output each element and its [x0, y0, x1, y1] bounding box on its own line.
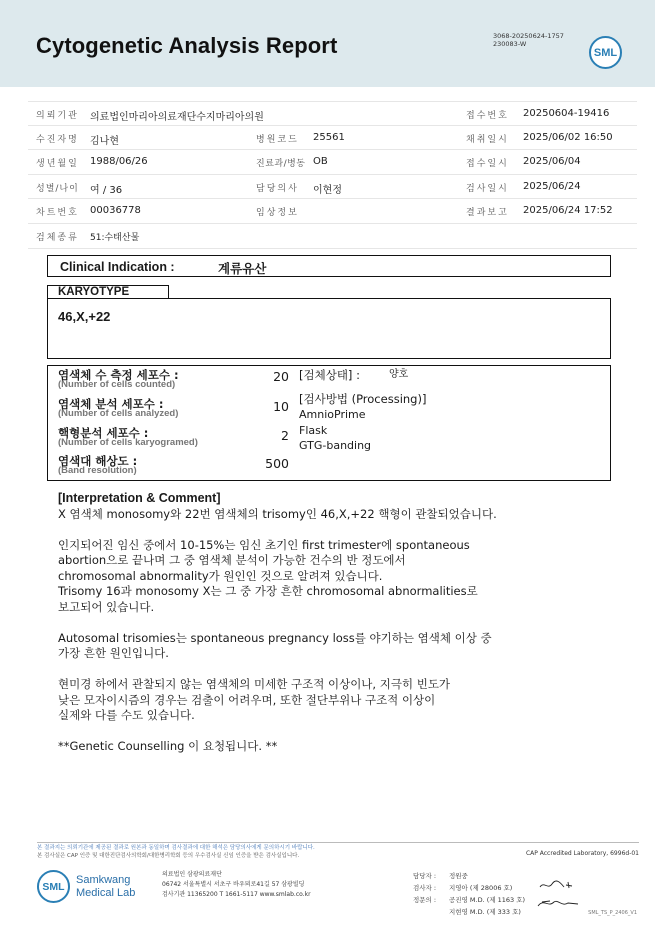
band-resolution-label: 염색대 해상도 :	[58, 454, 138, 468]
staff-label: 담당자 :	[413, 872, 437, 880]
clinical-indication-box	[47, 255, 611, 277]
info-value: 이현정	[313, 184, 342, 196]
info-value: 51:수태산물	[90, 232, 140, 243]
info-value: 의료법인마리아의료재단수지마리아의원	[90, 112, 264, 123]
lab-address	[162, 870, 311, 900]
comment-line: **Genetic Counselling 이 요청됩니다. **	[58, 739, 278, 753]
info-label: 생년월일	[36, 159, 79, 170]
info-label: 수진자명	[36, 134, 79, 145]
comment-line: chromosomal abnormality가 원인인 것으로 알려져 있습니다.	[58, 568, 383, 583]
staff-value: 공진영 M.D. (제 1163 호)	[449, 896, 526, 904]
cells-karyogramed-label: 핵형분석 세포수 :	[58, 426, 149, 440]
info-row	[28, 224, 637, 249]
info-label: 접수일시	[466, 159, 509, 170]
info-value: 25561	[313, 131, 345, 143]
paragraph-gap	[58, 615, 598, 631]
document-code	[493, 32, 564, 48]
sml-footer-logo	[37, 870, 70, 903]
info-label: 성별/나이	[36, 183, 79, 194]
report-header	[0, 0, 655, 87]
lab-name-line1: Samkwang	[76, 874, 131, 886]
cell-counts-box	[47, 365, 611, 481]
cells-karyogramed-sub: (Number of cells karyogramed)	[58, 437, 198, 448]
processing-label: [검사방법 (Processing)]	[299, 392, 427, 406]
specimen-state-label: [검체상태] :	[299, 368, 360, 382]
info-value: 여 / 36	[90, 184, 123, 196]
clinical-indication-value: 계류유산	[218, 261, 267, 276]
info-label: 차트번호	[36, 208, 79, 219]
cells-analyzed-label: 염색체 분석 세포수 :	[58, 397, 164, 411]
cells-counted-sub: (Number of cells counted)	[58, 379, 176, 390]
footer-divider	[37, 842, 639, 843]
info-label: 임상정보	[256, 208, 299, 219]
karyotype-value: 46,X,+22	[58, 309, 111, 324]
info-value: 00036778	[90, 205, 141, 217]
lab-name-line2: Medical Lab	[76, 887, 136, 899]
sml-logo	[589, 36, 622, 69]
comment-line: 낮은 모자이시즘의 경우는 검출이 어려우며, 또한 절단부위나 구조적 이상이	[58, 692, 436, 707]
interpretation-comment	[58, 491, 598, 755]
info-label: 결과보고	[466, 208, 509, 219]
cap-accreditation: CAP Accredited Laboratory, 6996d-01	[525, 850, 639, 857]
comment-line: Autosomal trisomies는 spontaneous pregnancy loss를 야기하는 염색체 이상 중	[58, 630, 492, 645]
comment-line: Trisomy 16과 monosomy X는 그 중 가장 흔한 chromosomal abnormalities로	[58, 584, 478, 598]
karyotype-label: KARYOTYPE	[47, 285, 169, 298]
info-value: 1988/06/26	[90, 156, 148, 168]
specimen-state-value: 양호	[389, 369, 409, 380]
comment-line: 보고되어 있습니다.	[58, 599, 155, 614]
info-row	[28, 199, 637, 224]
karyotype-box	[47, 298, 611, 359]
signature-image	[536, 896, 582, 910]
comment-line: abortion으로 끝나며 그 중 염색체 분석이 가능한 건수의 반 정도에서	[58, 553, 406, 567]
info-value: 2025/06/02 16:50	[523, 131, 613, 143]
footer-note: 본 결과지는 의뢰기관에 제공된 결과로 원본과 동일하며 검사결과에 대한 해석은 담당의사에게 문의하시기 바랍니다.	[37, 845, 315, 851]
info-label: 의뢰기관	[36, 111, 79, 121]
staff-label: 검사자 :	[413, 884, 437, 892]
clinical-indication-label: Clinical Indication :	[60, 260, 175, 274]
form-code: SML_TS_P_2406_V1	[588, 910, 637, 916]
info-row	[28, 175, 637, 200]
lab-contact: 검사기관 11365200 T 1661-5117 www.smlab.co.kr	[162, 891, 311, 898]
sml-footer-logo-text: SML	[42, 880, 65, 893]
info-label: 검체종류	[36, 232, 79, 243]
info-value: 김나현	[90, 135, 119, 147]
info-label: 담당의사	[256, 183, 299, 194]
info-value: 2025/06/24	[523, 180, 581, 192]
document-code-line2: 230083-W	[493, 40, 527, 48]
info-value: 20250604-19416	[523, 108, 610, 119]
patient-info-table	[28, 101, 637, 249]
staff-label: 정문의 :	[413, 896, 437, 904]
info-row	[28, 101, 637, 126]
info-label: 접수번호	[466, 111, 509, 121]
comment-heading: [Interpretation & Comment]	[58, 491, 221, 505]
info-row	[28, 126, 637, 151]
paragraph-gap	[58, 662, 598, 678]
info-value: 2025/06/04	[523, 156, 581, 168]
cells-analyzed-value: 10	[273, 399, 289, 414]
lab-street: 06742 서울특별시 서초구 바우뫼로41길 57 삼광빌딩	[162, 881, 305, 888]
info-value: 2025/06/24 17:52	[523, 205, 613, 217]
report-title: Cytogenetic Analysis Report	[36, 33, 338, 58]
paragraph-gap	[58, 724, 598, 740]
cells-counted-value: 20	[273, 369, 289, 384]
cells-counted-label: 염색체 수 측정 세포수 :	[58, 368, 179, 382]
comment-line: 인지되어진 임신 중에서 10-15%는 임신 초기인 first trimester에 spontaneous	[58, 537, 470, 552]
cells-analyzed-sub: (Number of cells analyzed)	[58, 408, 179, 419]
processing-method: Flask	[299, 424, 328, 437]
staff-value: 지현영 M.D. (제 333 호)	[449, 908, 521, 916]
sml-logo-text: SML	[593, 46, 618, 59]
comment-line: X 염색체 monosomy와 22번 염색체의 trisomy인 46,X,+22 핵형이 관찰되었습니다.	[58, 506, 497, 521]
staff-value: 정원중	[449, 872, 468, 880]
paragraph-gap	[58, 522, 598, 538]
staff-value: 지영아 (제 28006 호)	[449, 884, 513, 892]
cells-karyogramed-value: 2	[281, 428, 289, 443]
comment-line: 가장 흔한 원인입니다.	[58, 646, 169, 660]
info-label: 검사일시	[466, 183, 509, 194]
processing-method: GTG-banding	[299, 439, 372, 452]
comment-line: 현미경 하에서 관찰되지 않는 염색체의 미세한 구조적 이상이나, 지극히 빈도가	[58, 677, 451, 691]
document-code-line1: 3068-20250624-1757	[493, 32, 564, 40]
comment-line: 실제와 다를 수도 있습니다.	[58, 708, 195, 722]
band-resolution-sub: (Band resolution)	[58, 465, 137, 476]
lab-name	[76, 874, 135, 900]
footer-note: 본 검사실은 CAP 인증 및 대한진단검사의학회/대한병리학회 등의 우수검사실 신임 인증을 받은 검사실입니다.	[37, 853, 300, 859]
info-label: 진료과/병동	[256, 159, 306, 170]
processing-method: AmnioPrime	[299, 408, 366, 421]
lab-foundation: 의료법인 삼광의료재단	[162, 871, 222, 878]
info-label: 채취일시	[466, 134, 509, 145]
info-value: OB	[313, 156, 328, 168]
info-row	[28, 150, 637, 175]
signature-image	[538, 878, 578, 892]
info-label: 병원코드	[256, 134, 299, 145]
band-resolution-value: 500	[265, 456, 289, 471]
